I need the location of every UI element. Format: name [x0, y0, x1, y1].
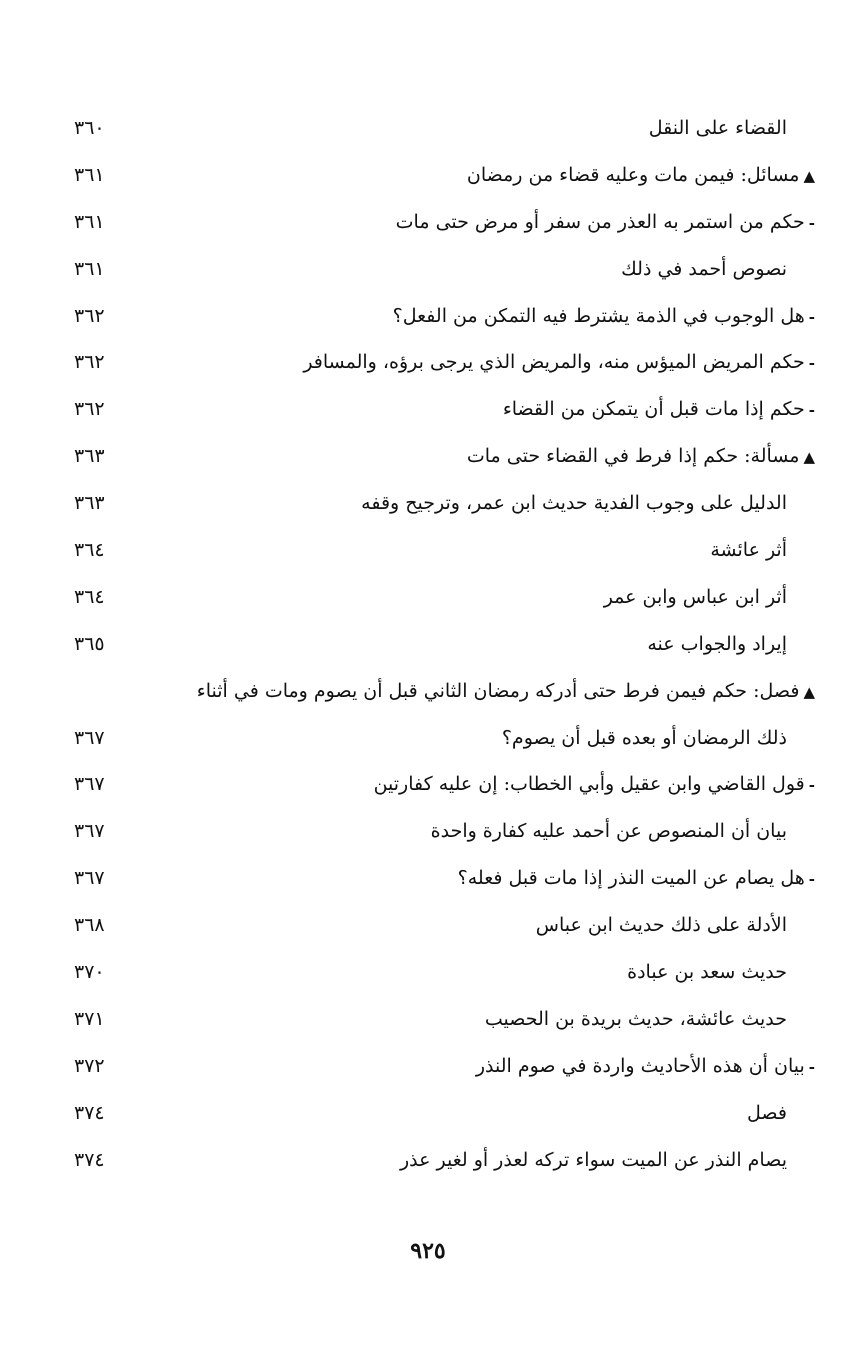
toc-page-number: ٣٦١	[74, 163, 105, 186]
toc-entry	[621, 256, 787, 282]
toc-row	[70, 670, 815, 717]
toc-entry-title: قول القاضي وابن عقيل وأبي الخطاب: إن عليه كفارتين	[373, 773, 805, 796]
toc-entry-title: مسائل: فيمن مات وعليه قضاء من رمضان	[466, 163, 800, 186]
toc-row	[70, 857, 815, 904]
page-number: ٩٢٥	[410, 1238, 446, 1264]
toc-entry-title: حكم إذا مات قبل أن يتمكن من القضاء	[502, 398, 805, 421]
toc-page-number: ٣٧٤	[74, 1148, 105, 1171]
toc-row	[70, 1092, 815, 1139]
dash-marker: -	[808, 307, 815, 326]
toc-row	[70, 201, 815, 248]
toc-page-number: ٣٦١	[74, 210, 105, 233]
toc-entry-title: حديث سعد بن عبادة	[627, 961, 787, 984]
toc-page-number: ٣٦٥	[74, 632, 105, 655]
toc-entry	[458, 865, 815, 892]
toc-entry	[197, 678, 815, 705]
toc-entry	[649, 115, 787, 141]
toc-page-number: ٣٦٨	[74, 914, 105, 937]
toc-entry-title: الأدلة على ذلك حديث ابن عباس	[535, 914, 787, 937]
toc-entry-title: الدليل على وجوب الفدية حديث ابن عمر، وترجيح وقفه	[361, 492, 787, 515]
dash-marker: -	[808, 354, 815, 373]
toc-entry-title: نصوص أحمد في ذلك	[621, 257, 787, 280]
toc-page-number: ٣٧٢	[74, 1054, 105, 1077]
toc-page-number: ٣٦٣	[74, 445, 105, 468]
toc-row	[70, 1045, 815, 1092]
toc-page-number: ٣٦٧	[74, 867, 105, 890]
toc-entry	[747, 1100, 787, 1126]
toc-page-number: ٣٧٤	[74, 1101, 105, 1124]
table-of-contents	[70, 107, 815, 1185]
toc-entry	[393, 303, 815, 330]
toc-entry	[396, 209, 815, 236]
toc-page-number: ٣٧٠	[74, 961, 105, 984]
toc-row	[70, 529, 815, 576]
toc-entry	[400, 1147, 787, 1173]
toc-entry	[303, 349, 815, 376]
toc-entry-title: إيراد والجواب عنه	[647, 632, 787, 655]
toc-entry-title: بيان أن المنصوص عن أحمد عليه كفارة واحدة	[430, 820, 787, 843]
toc-row	[70, 341, 815, 388]
toc-page-number: ٣٦٠	[74, 117, 105, 139]
toc-page-number: ٣٦٣	[74, 492, 105, 515]
toc-page-number: ٣٦٢	[74, 304, 105, 327]
toc-entry	[647, 631, 787, 657]
toc-entry-title: أثر ابن عباس وابن عمر	[603, 585, 787, 608]
toc-entry-title: القضاء على النقل	[648, 117, 787, 139]
toc-page-number: ٣٦٧	[74, 726, 105, 749]
toc-row	[70, 388, 815, 435]
toc-entry	[485, 1006, 787, 1032]
toc-entry	[467, 443, 815, 470]
toc-page-number: ٣٦٧	[74, 773, 105, 796]
toc-entry-title: يصام النذر عن الميت سواء تركه لعذر أو لغير عذر	[399, 1148, 787, 1171]
toc-row	[70, 998, 815, 1045]
toc-entry	[374, 771, 815, 798]
dash-marker: -	[808, 401, 815, 420]
toc-page-number: ٣٦٤	[74, 539, 105, 562]
toc-row	[70, 623, 815, 670]
toc-entry	[627, 959, 787, 985]
toc-row	[70, 154, 815, 201]
triangle-marker-icon: ▲	[803, 166, 815, 185]
triangle-marker-icon: ▲	[803, 448, 815, 467]
toc-entry-title: مسألة: حكم إذا فرط في القضاء حتى مات	[466, 445, 800, 468]
toc-row	[70, 248, 815, 295]
toc-entry-title: فصل: حكم فيمن فرط حتى أدركه رمضان الثاني قبل أن يصوم ومات في أثناء	[196, 679, 800, 702]
toc-row	[70, 810, 815, 857]
toc-entry-title: هل الوجوب في الذمة يشترط فيه التمكن من الفعل؟	[392, 304, 805, 327]
toc-page-number: ٣٧١	[74, 1007, 105, 1030]
toc-entry-title: حديث عائشة، حديث بريدة بن الحصيب	[484, 1007, 787, 1030]
toc-entry	[710, 537, 787, 563]
toc-entry	[502, 725, 787, 751]
toc-page-number: ٣٦٧	[74, 820, 105, 843]
toc-page-number: ٣٦٢	[74, 351, 105, 374]
toc-entry	[604, 584, 787, 610]
toc-entry	[503, 396, 815, 423]
toc-entry-title: أثر عائشة	[710, 539, 787, 562]
toc-entry	[476, 1053, 815, 1080]
toc-entry-title: فصل	[747, 1101, 787, 1124]
toc-row	[70, 576, 815, 623]
dash-marker: -	[808, 1057, 815, 1076]
toc-row	[70, 951, 815, 998]
dash-marker: -	[808, 870, 815, 889]
dash-marker: -	[808, 213, 815, 232]
toc-page-number: ٣٦٤	[74, 585, 105, 608]
toc-entry-title: هل يصام عن الميت النذر إذا مات قبل فعله؟	[457, 867, 805, 890]
toc-row	[70, 1139, 815, 1186]
toc-row	[70, 295, 815, 342]
toc-entry-title: حكم من استمر به العذر من سفر أو مرض حتى مات	[395, 210, 805, 233]
toc-row	[70, 107, 815, 154]
toc-page-number: ٣٦٢	[74, 398, 105, 421]
toc-page-number: ٣٦١	[74, 257, 105, 280]
toc-entry-title: بيان أن هذه الأحاديث واردة في صوم النذر	[475, 1054, 805, 1077]
toc-entry	[361, 490, 787, 516]
toc-row	[70, 717, 815, 764]
dash-marker: -	[808, 776, 815, 795]
toc-row	[70, 763, 815, 810]
toc-entry	[431, 818, 787, 844]
toc-entry	[536, 912, 787, 938]
triangle-marker-icon: ▲	[803, 682, 815, 701]
toc-entry-title: حكم المريض الميؤس منه، والمريض الذي يرجى برؤه، والمسافر	[303, 351, 805, 374]
toc-entry	[467, 162, 815, 189]
toc-entry-title: ذلك الرمضان أو بعده قبل أن يصوم؟	[501, 726, 787, 749]
toc-row	[70, 435, 815, 482]
toc-row	[70, 482, 815, 529]
toc-row	[70, 904, 815, 951]
